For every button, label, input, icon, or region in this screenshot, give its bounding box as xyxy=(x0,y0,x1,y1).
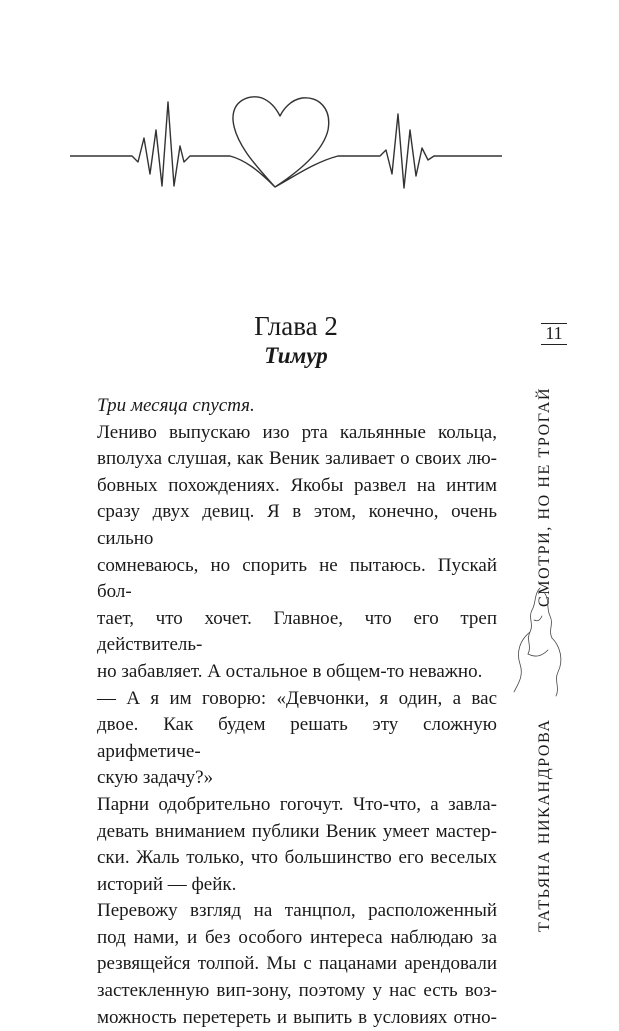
body-line: сразу двух девиц. Я в этом, конечно, очень сильно xyxy=(97,501,497,549)
body-line: девать вниманием публики Веник умеет мастер- xyxy=(97,820,497,842)
heartbeat-heart-icon xyxy=(70,90,502,200)
chapter-subtitle: Тимур xyxy=(264,343,328,368)
body-line: бовных похождениях. Якобы развел на интим xyxy=(97,474,497,496)
body-line: Парни одобрительно гогочут. Что-что, а завла- xyxy=(97,793,497,815)
body-line: резвящейся толпой. Мы с пацанами арендовали xyxy=(97,953,497,975)
body-line: вполуха слушая, как Веник заливает о своих лю- xyxy=(97,448,497,470)
chapter-heading xyxy=(95,310,497,370)
body-line: Лениво выпускаю изо рта кальянные кольца, xyxy=(97,421,497,443)
body-text xyxy=(97,393,497,1031)
chapter-title: Глава 2 xyxy=(254,311,338,341)
running-title-book: СМОТРИ, НО НЕ ТРОГАЙ xyxy=(536,386,553,607)
body-line: тает, что хочет. Главное, что его треп действитель- xyxy=(97,607,497,656)
body-line: историй — фейк. xyxy=(97,873,237,895)
body-line: двое. Как будем решать эту сложную арифметиче- xyxy=(97,714,497,762)
scene-intro: Три месяца спустя. xyxy=(97,395,255,416)
body-line: под нами, и без особого интереса наблюдаю за xyxy=(97,926,497,948)
body-line: скую задачу?» xyxy=(97,767,214,789)
couple-sketch-icon xyxy=(510,580,570,700)
page-number: 11 xyxy=(545,323,563,343)
body-line: — А я им говорю: «Девчонки, я один, а вас xyxy=(97,687,497,709)
running-title-author: ТАТЬЯНА НИКАНДРОВА xyxy=(536,718,553,932)
body-line: можность перетереть и выпить в условиях отно- xyxy=(97,1006,497,1028)
body-line: застекленную вип-зону, поэтому у нас есть воз- xyxy=(97,980,497,1002)
body-line: но забавляет. А остальное в общем-то неважно. xyxy=(97,660,483,682)
body-line: ски. Жаль только, что большинство его веселых xyxy=(97,847,497,869)
page-number-rule-bottom xyxy=(541,344,567,345)
body-line: сомневаюсь, но спорить не пытаюсь. Пускай бол- xyxy=(97,554,497,603)
body-line: Перевожу взгляд на танцпол, расположенный xyxy=(97,900,497,922)
page-number-rule-top xyxy=(541,323,567,324)
